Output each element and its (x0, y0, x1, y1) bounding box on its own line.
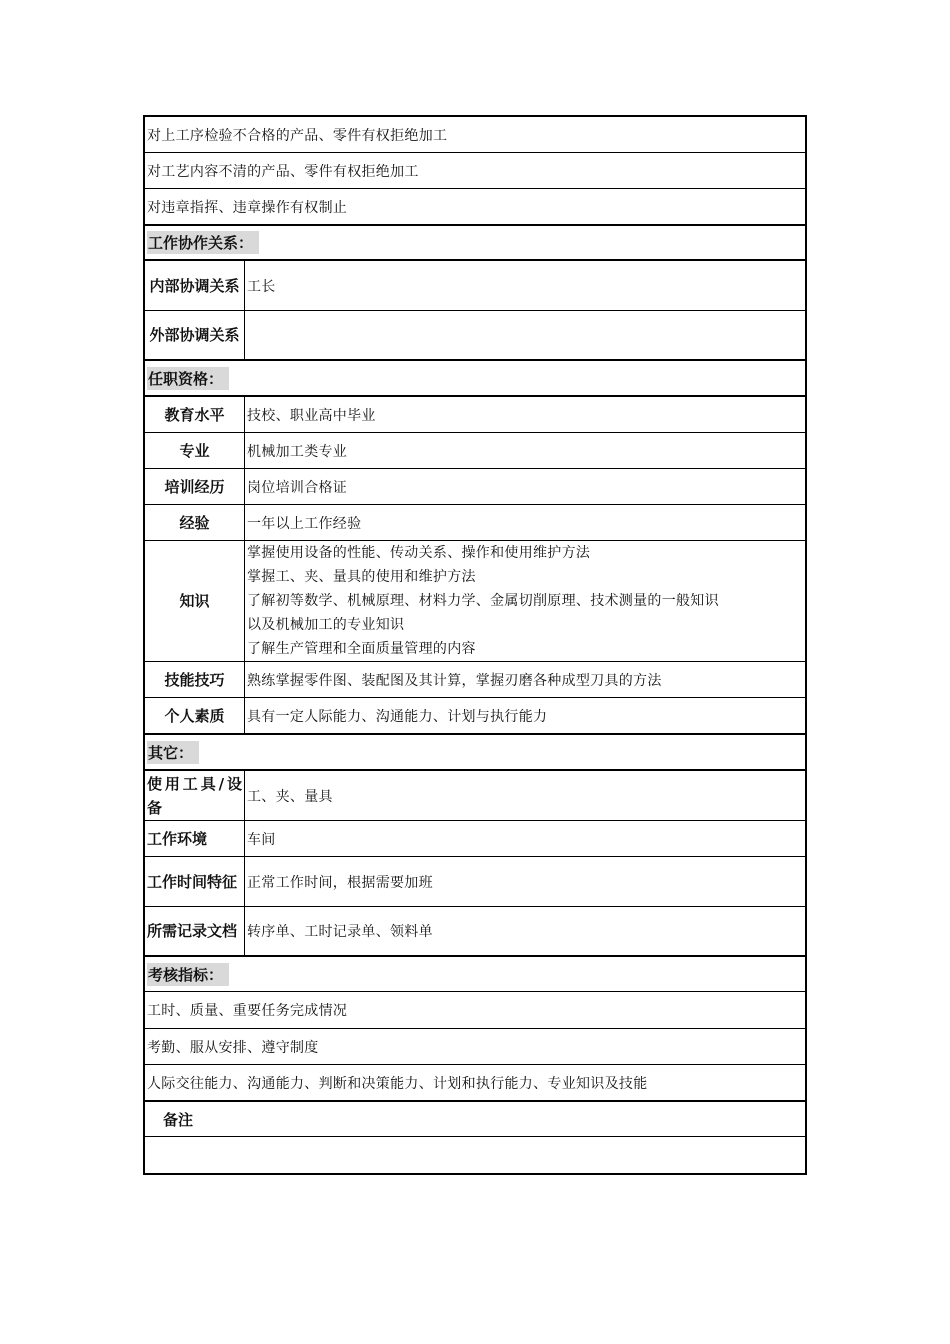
external-coordination-value (245, 311, 805, 359)
internal-coordination-label: 内部协调关系 (145, 261, 245, 310)
remarks-value (145, 1137, 149, 1173)
qualifications-section-header (145, 361, 805, 397)
section-title: 其它： (147, 741, 199, 764)
knowledge-label: 知识 (145, 541, 245, 661)
knowledge-line: 了解初等数学、机械原理、材料力学、金属切削原理、技术测量的一般知识 (247, 593, 719, 609)
knowledge-line: 掌握工、夹、量具的使用和维护方法 (247, 569, 476, 585)
assessment-item: 工时、质量、重要任务完成情况 (147, 1003, 348, 1019)
education-label: 教育水平 (145, 397, 245, 432)
assessment-item: 人际交往能力、沟通能力、判断和决策能力、计划和执行能力、专业知识及技能 (147, 1075, 648, 1092)
personal-quality-value: 具有一定人际能力、沟通能力、计划与执行能力 (247, 708, 548, 725)
external-coordination-row (145, 311, 805, 361)
experience-label: 经验 (145, 505, 245, 540)
records-row (145, 907, 805, 957)
work-time-value: 正常工作时间，根据需要加班 (247, 874, 433, 891)
knowledge-value (245, 541, 805, 661)
right-item: 对上工序检验不合格的产品、零件有权拒绝加工 (147, 127, 448, 144)
right-item: 对违章指挥、违章操作有权制止 (147, 199, 348, 216)
education-row (145, 397, 805, 433)
skills-row (145, 662, 805, 698)
environment-row (145, 821, 805, 857)
right-item: 对工艺内容不清的产品、零件有权拒绝加工 (147, 163, 419, 180)
tools-row (145, 771, 805, 821)
skills-value: 熟练掌握零件图、装配图及其计算，掌握刃磨各种成型刀具的方法 (247, 672, 662, 689)
environment-label: 工作环境 (145, 821, 245, 856)
knowledge-line: 以及机械加工的专业知识 (247, 617, 405, 633)
assessment-row (145, 992, 805, 1029)
coordination-section-header (145, 226, 805, 261)
knowledge-row (145, 541, 805, 662)
training-row (145, 469, 805, 505)
rights-row (145, 117, 805, 153)
work-time-row (145, 857, 805, 907)
remarks-content-row (145, 1137, 805, 1173)
assessment-section-header (145, 957, 805, 992)
assessment-item: 考勤、服从安排、遵守制度 (147, 1039, 319, 1056)
major-row (145, 433, 805, 469)
personal-quality-row (145, 698, 805, 735)
training-label: 培训经历 (145, 469, 245, 504)
tools-value: 工、夹、量具 (247, 788, 333, 805)
internal-coordination-value: 工长 (247, 278, 276, 295)
skills-label: 技能技巧 (145, 662, 245, 697)
rights-row (145, 189, 805, 226)
assessment-row (145, 1029, 805, 1065)
knowledge-line: 掌握使用设备的性能、传动关系、操作和使用维护方法 (247, 545, 591, 561)
education-value: 技校、职业高中毕业 (247, 407, 376, 424)
job-description-table (143, 115, 807, 1175)
section-title: 工作协作关系： (147, 231, 259, 254)
experience-row (145, 505, 805, 541)
training-value: 岗位培训合格证 (247, 479, 348, 496)
other-section-header (145, 735, 805, 771)
environment-value: 车间 (247, 831, 276, 848)
work-time-label: 工作时间特征 (145, 857, 245, 906)
personal-quality-label: 个人素质 (145, 698, 245, 733)
section-title: 考核指标： (147, 963, 229, 986)
remarks-title: 备注 (163, 1110, 194, 1129)
records-value: 转序单、工时记录单、领料单 (247, 924, 433, 940)
major-value: 机械加工类专业 (247, 443, 348, 460)
remarks-header-row (145, 1102, 805, 1137)
records-label: 所需记录文档 (145, 907, 245, 955)
knowledge-line: 了解生产管理和全面质量管理的内容 (247, 641, 476, 657)
external-coordination-label: 外部协调关系 (145, 311, 245, 359)
assessment-row (145, 1065, 805, 1102)
major-label: 专业 (145, 433, 245, 468)
internal-coordination-row (145, 261, 805, 311)
experience-value: 一年以上工作经验 (247, 515, 362, 532)
tools-label: 使用工具/设备 (145, 771, 245, 820)
rights-row (145, 153, 805, 189)
section-title: 任职资格： (147, 367, 229, 390)
